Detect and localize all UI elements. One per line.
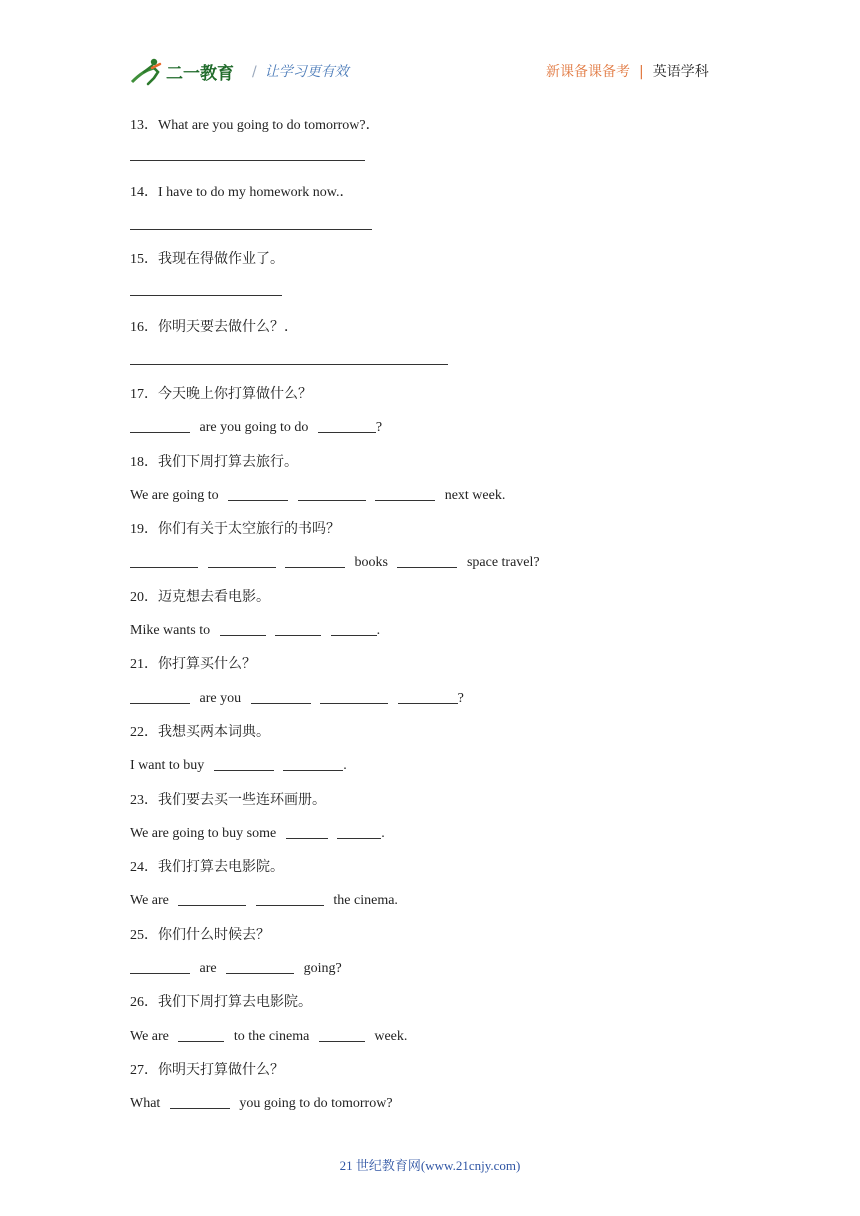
- fill-text: are you going to do: [199, 420, 309, 435]
- course-label: 新课备课备考: [546, 64, 630, 80]
- fill-text: space travel?: [466, 555, 540, 570]
- fill-row-22: [130, 756, 347, 774]
- fill-text: We are going to: [130, 488, 219, 503]
- question-18: 18．我们下周打算去旅行。: [130, 455, 298, 470]
- fill-text: We are: [130, 1029, 169, 1044]
- blank[interactable]: [178, 1027, 224, 1042]
- blank[interactable]: [318, 418, 376, 433]
- fill-text: next week.: [444, 488, 506, 503]
- header-tag: [546, 61, 709, 81]
- fill-text: ?: [375, 420, 383, 435]
- blank[interactable]: [397, 553, 457, 568]
- fill-text: .: [381, 826, 385, 841]
- fill-text: are you: [199, 691, 242, 706]
- fill-text: week.: [374, 1029, 408, 1044]
- answer-line-16[interactable]: [130, 364, 448, 365]
- running-figure-icon: [132, 59, 160, 84]
- blank[interactable]: [286, 824, 328, 839]
- fill-text: to the cinema: [233, 1029, 310, 1044]
- blank[interactable]: [251, 689, 311, 704]
- fill-row-18: [130, 486, 505, 504]
- blank[interactable]: [275, 621, 321, 636]
- answer-line-13[interactable]: [130, 160, 365, 161]
- blank[interactable]: [208, 553, 276, 568]
- question-13: 13．What are you going to do tomorrow?．: [130, 118, 380, 133]
- question-20: 20．迈克想去看电影。: [130, 590, 270, 605]
- blank[interactable]: [298, 486, 366, 501]
- fill-text: going?: [303, 961, 342, 976]
- fill-text: books: [354, 555, 388, 570]
- blank[interactable]: [320, 689, 388, 704]
- blank[interactable]: [319, 1027, 365, 1042]
- fill-text: .: [343, 758, 347, 773]
- fill-text: We are: [130, 893, 169, 908]
- blank[interactable]: [375, 486, 435, 501]
- question-27: 27．你明天打算做什么？: [130, 1063, 284, 1078]
- blank[interactable]: [331, 621, 377, 636]
- fill-text: We are going to buy some: [130, 826, 277, 841]
- blank[interactable]: [285, 553, 345, 568]
- question-26: 26．我们下周打算去电影院。: [130, 995, 312, 1010]
- question-16: 16．你明天要去做什么？．: [130, 320, 298, 335]
- fill-text: Mike wants to: [130, 623, 211, 638]
- question-22: 22．我想买两本词典。: [130, 725, 270, 740]
- question-14: 14．I have to do my homework now.．: [130, 185, 354, 200]
- blank[interactable]: [256, 891, 324, 906]
- question-21: 21．你打算买什么？: [130, 657, 256, 672]
- question-19: 19．你们有关于太空旅行的书吗？: [130, 522, 340, 537]
- blank[interactable]: [283, 756, 343, 771]
- fill-text: ?: [457, 691, 464, 706]
- page-header: [0, 0, 860, 100]
- fill-row-27: [130, 1094, 393, 1112]
- slogan: [252, 61, 349, 81]
- fill-row-26: [130, 1027, 407, 1045]
- fill-text: are: [199, 961, 217, 976]
- fill-text: the cinema.: [333, 893, 398, 908]
- blank[interactable]: [130, 418, 190, 433]
- answer-line-14[interactable]: [130, 229, 372, 230]
- fill-row-23: [130, 824, 385, 842]
- logo: [130, 56, 246, 88]
- blank[interactable]: [398, 689, 458, 704]
- slogan-text: 让学习更有效: [264, 64, 349, 80]
- blank[interactable]: [130, 689, 190, 704]
- blank[interactable]: [226, 959, 294, 974]
- fill-text: .: [376, 623, 381, 638]
- answer-line-15[interactable]: [130, 295, 282, 296]
- question-24: 24．我们打算去电影院。: [130, 860, 284, 875]
- fill-row-17: [130, 418, 382, 436]
- blank[interactable]: [228, 486, 288, 501]
- subject-label: 英语学科: [652, 64, 709, 80]
- fill-text: you going to do tomorrow?: [239, 1096, 393, 1111]
- blank[interactable]: [337, 824, 381, 839]
- question-23: 23．我们要去买一些连环画册。: [130, 793, 326, 808]
- fill-row-19: [130, 553, 540, 571]
- slogan-slash: /: [252, 64, 257, 80]
- blank[interactable]: [178, 891, 246, 906]
- fill-text: I want to buy: [130, 758, 205, 773]
- fill-text: What: [130, 1096, 161, 1111]
- blank[interactable]: [220, 621, 266, 636]
- blank[interactable]: [130, 959, 190, 974]
- fill-row-25: [130, 959, 342, 977]
- fill-row-24: [130, 891, 398, 909]
- page-footer[interactable]: 21 世纪教育网(www.21cnjy.com): [339, 1158, 521, 1173]
- fill-row-21: [130, 689, 464, 707]
- logo-text: 二一教育: [166, 64, 234, 84]
- blank[interactable]: [214, 756, 274, 771]
- question-15: 15．我现在得做作业了。: [130, 252, 284, 267]
- blank[interactable]: [170, 1094, 230, 1109]
- blank[interactable]: [130, 553, 198, 568]
- question-17: 17．今天晚上你打算做什么？: [130, 387, 312, 402]
- fill-row-20: [130, 621, 380, 639]
- header-divider: |: [639, 64, 644, 80]
- question-25: 25．你们什么时候去？: [130, 928, 270, 943]
